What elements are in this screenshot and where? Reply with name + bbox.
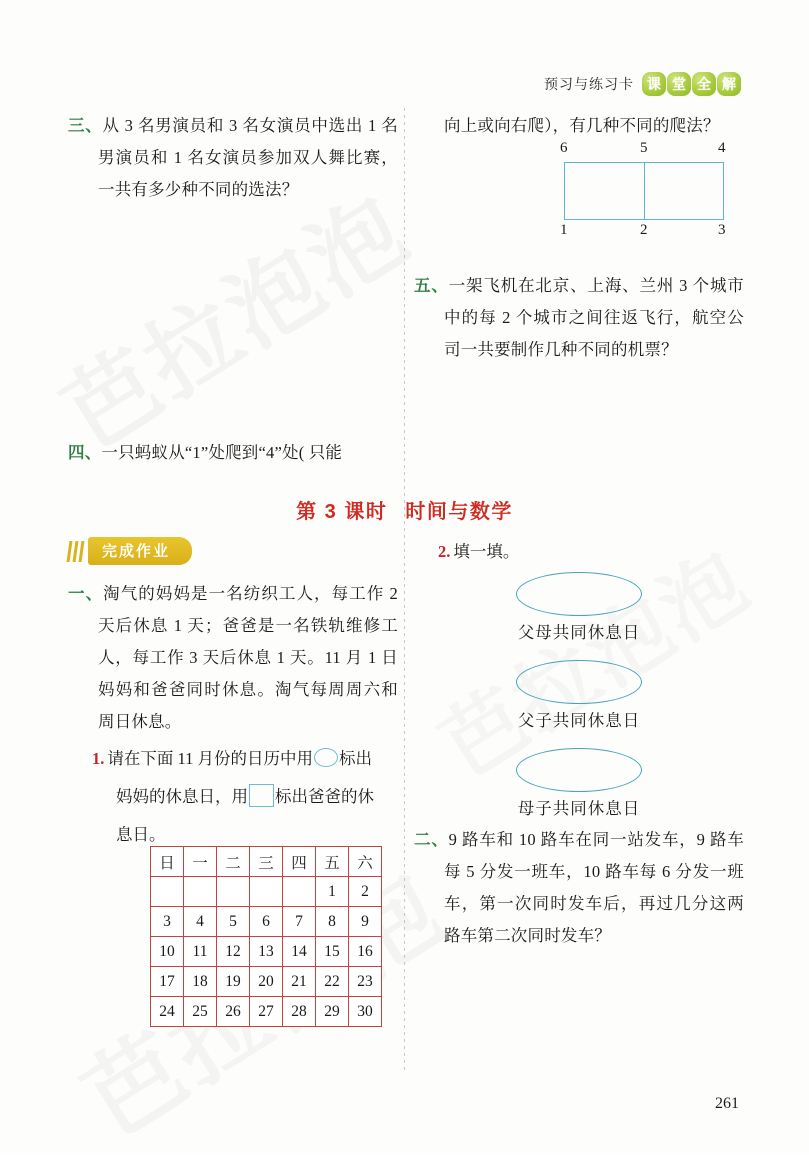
grid-label-top: 5: [640, 140, 648, 156]
calendar-cell[interactable]: 23: [349, 967, 382, 997]
ant-path-figure: [556, 140, 726, 245]
calendar-cell[interactable]: 28: [283, 997, 316, 1027]
grid-label-top: 6: [560, 140, 568, 156]
logo-char: 解: [717, 72, 741, 96]
question-3-text: 从 3 名男演员和 3 名女演员中选出 1 名男演员和 1 名女演员参加双人舞比赛，一共有多少种不同的选法？: [98, 116, 398, 199]
calendar-cell[interactable]: 1: [316, 877, 349, 907]
calendar-cell[interactable]: 10: [151, 937, 184, 967]
badge-label: 完成作业: [88, 537, 192, 565]
homework-question-2: [414, 824, 744, 952]
november-calendar[interactable]: [150, 846, 382, 1027]
calendar-cell[interactable]: 19: [217, 967, 250, 997]
ellipse-answer-field[interactable]: [516, 660, 642, 704]
grid-label-bottom: 1: [560, 222, 568, 238]
calendar-cell[interactable]: [184, 877, 217, 907]
calendar-cell[interactable]: 21: [283, 967, 316, 997]
homework-q2-text: 9 路车和 10 路车在同一站发车，9 路车每 5 分发一班车，10 路车每 6 分发一班车，第一次同时发车后，再过几分这两路车第二次同时发车？: [444, 830, 744, 945]
grid-label-bottom: 3: [718, 222, 726, 238]
calendar-header-cell: 五: [316, 847, 349, 877]
question-3-marker: 三、: [68, 116, 103, 135]
calendar-cell[interactable]: 9: [349, 907, 382, 937]
question-5: [414, 270, 744, 366]
question-5-marker: 五、: [414, 276, 449, 295]
question-5-text: 一架飞机在北京、上海、兰州 3 个城市中的每 2 个城市之间往返飞行，航空公司一共要制作几种不同的机票？: [444, 276, 744, 359]
calendar-header-cell: 一: [184, 847, 217, 877]
grid-label-bottom: 2: [640, 222, 648, 238]
calendar-cell[interactable]: 16: [349, 937, 382, 967]
homework-q1-marker: 一、: [68, 584, 104, 603]
calendar-cell[interactable]: 17: [151, 967, 184, 997]
calendar-row: [151, 907, 382, 937]
ellipse-answer-group: [414, 572, 744, 822]
homework-q1-text: 淘气的妈妈是一名纺织工人，每工作 2 天后休息 1 天；爸爸是一名铁轨维修工人，每工作 3 天后休息 1 天。11 月 1 日妈妈和爸爸同时休息。淘气每周周六和周日休息。: [98, 584, 398, 731]
calendar-cell[interactable]: 8: [316, 907, 349, 937]
calendar-header-cell: 四: [283, 847, 316, 877]
calendar-row: [151, 997, 382, 1027]
calendar-cell[interactable]: 30: [349, 997, 382, 1027]
calendar-cell[interactable]: 3: [151, 907, 184, 937]
calendar-cell[interactable]: 13: [250, 937, 283, 967]
calendar-header-cell: 三: [250, 847, 283, 877]
section-title: [0, 495, 809, 524]
sub-question-part-b: 标出妈妈的休息日，用: [116, 749, 373, 806]
calendar-cell[interactable]: 5: [217, 907, 250, 937]
grid-rectangle: [564, 162, 724, 220]
calendar-header-cell: 日: [151, 847, 184, 877]
calendar-cell[interactable]: 7: [283, 907, 316, 937]
sub-question-part-c: 标出爸爸的休息日。: [116, 787, 374, 844]
sub-question-number: 1.: [92, 749, 105, 768]
calendar-header-cell: 六: [349, 847, 382, 877]
ellipse-answer-field[interactable]: [516, 748, 642, 792]
calendar-cell[interactable]: 11: [184, 937, 217, 967]
page-header: [544, 72, 741, 96]
logo-char: 全: [692, 72, 716, 96]
calendar-cell[interactable]: 6: [250, 907, 283, 937]
lesson-title: 时间与数学: [405, 501, 513, 523]
homework-q2-sub: [432, 538, 732, 566]
calendar-cell[interactable]: 27: [250, 997, 283, 1027]
ellipse-label: 父子共同休息日: [517, 711, 641, 730]
lesson-label: 第 3 课时: [296, 501, 388, 523]
calendar-cell[interactable]: 4: [184, 907, 217, 937]
ellipse-answer-item: [414, 572, 744, 646]
calendar-cell[interactable]: 29: [316, 997, 349, 1027]
brand-logo: [642, 72, 741, 96]
ellipse-answer-field[interactable]: [516, 572, 642, 616]
ellipse-label: 父母共同休息日: [517, 623, 641, 642]
calendar-cell[interactable]: 24: [151, 997, 184, 1027]
calendar-cell[interactable]: [283, 877, 316, 907]
badge-bars-icon: [68, 541, 83, 562]
logo-char: 课: [642, 72, 666, 96]
ellipse-label: 母子共同休息日: [517, 799, 641, 818]
square-answer-icon[interactable]: [249, 784, 274, 807]
question-4-marker: 四、: [68, 443, 102, 462]
calendar-cell[interactable]: 26: [217, 997, 250, 1027]
sub-question-part-a: 请在下面 11 月份的日历中用: [107, 749, 314, 768]
calendar-row: [151, 937, 382, 967]
calendar-row: [151, 967, 382, 997]
column-divider: [404, 108, 405, 1073]
question-4-continuation: [414, 110, 744, 142]
calendar-cell[interactable]: 25: [184, 997, 217, 1027]
calendar-cell[interactable]: [151, 877, 184, 907]
calendar-cell[interactable]: 12: [217, 937, 250, 967]
grid-label-top: 4: [718, 140, 726, 156]
calendar-cell[interactable]: 18: [184, 967, 217, 997]
question-4: [68, 437, 398, 469]
question-3: [68, 110, 398, 206]
calendar-cell[interactable]: [217, 877, 250, 907]
ellipse-answer-item: [414, 748, 744, 822]
logo-char: 堂: [667, 72, 691, 96]
homework-q2-marker: 二、: [414, 830, 449, 849]
calendar-cell[interactable]: [250, 877, 283, 907]
question-4-text: 一只蚂蚁从“1”处爬到“4”处( 只能: [101, 443, 343, 462]
homework-badge: [68, 538, 192, 564]
header-title: 预习与练习卡: [544, 76, 634, 92]
sub-question-number: 2.: [438, 542, 451, 561]
ellipse-answer-item: [414, 660, 744, 734]
question-4-cont-text: 向上或向右爬），有几种不同的爬法？: [444, 116, 720, 135]
homework-question-1: [68, 578, 398, 738]
calendar-header-cell: 二: [217, 847, 250, 877]
calendar-cell[interactable]: 14: [283, 937, 316, 967]
calendar-header-row: [151, 847, 382, 877]
grid-cell: [565, 163, 644, 219]
grid-cell: [644, 163, 724, 219]
calendar-cell[interactable]: 22: [316, 967, 349, 997]
calendar-cell[interactable]: 20: [250, 967, 283, 997]
sub-question-text: 填一填。: [453, 542, 520, 561]
calendar-row: [151, 877, 382, 907]
page-number: 261: [715, 1095, 739, 1112]
calendar-cell[interactable]: 15: [316, 937, 349, 967]
homework-q1-sub1: [86, 740, 386, 854]
calendar-cell[interactable]: 2: [349, 877, 382, 907]
circle-answer-icon[interactable]: [314, 748, 338, 767]
